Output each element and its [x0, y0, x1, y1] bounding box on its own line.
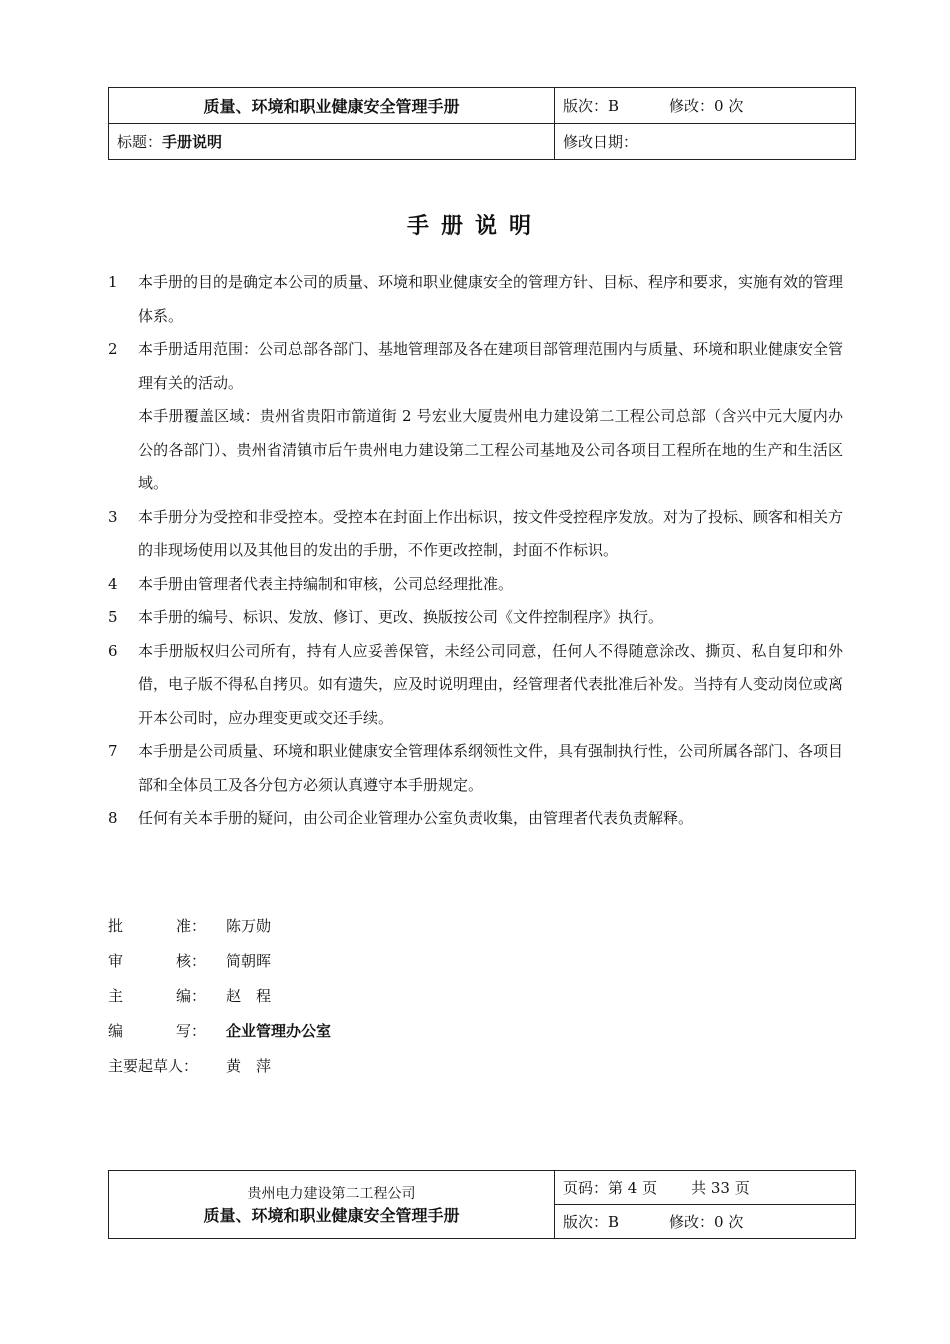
manual-title: 质量、环境和职业健康安全管理手册	[109, 88, 555, 124]
version-label: 版次：B	[563, 97, 620, 115]
item-number: 6	[108, 641, 118, 660]
signature-label: 主要起草人：	[108, 1057, 199, 1075]
item-text: 本手册是公司质量、环境和职业健康安全管理体系纲领性文件，具有强制执行性，公司所属各部门、各项目部和全体员工及各分包方必须认真遵守本手册规定。	[138, 742, 844, 794]
page-number: 页码：第 4 页	[563, 1179, 658, 1197]
signature-label	[108, 979, 206, 1014]
list-item	[108, 635, 843, 736]
revision-label: 修改：0 次	[669, 97, 744, 115]
footer-manual-title: 质量、环境和职业健康安全管理手册	[203, 1205, 460, 1225]
signature-row-approve	[108, 909, 508, 944]
item-text: 本手册的目的是确定本公司的质量、环境和职业健康安全的管理方针、目标、程序和要求，实施有效的管理体系。	[138, 273, 844, 325]
item-number: 3	[108, 507, 118, 526]
signature-value: 黄 萍	[226, 1057, 272, 1075]
label-char: 审	[108, 952, 124, 970]
version-revision-cell	[555, 88, 856, 124]
footer-version: 版次：B	[563, 1213, 620, 1231]
label-char: 批	[108, 917, 124, 935]
label-char: 主	[108, 987, 124, 1005]
signature-row-drafter	[108, 1049, 508, 1084]
list-item	[108, 735, 843, 802]
item-number: 5	[108, 608, 118, 626]
signature-label	[108, 1014, 206, 1049]
page-title: 手册说明	[406, 214, 543, 239]
list-item	[108, 333, 843, 501]
signature-label	[108, 909, 206, 944]
item-number: 4	[108, 574, 118, 593]
signature-block	[108, 909, 508, 1084]
signature-value: 简朝晖	[226, 952, 272, 970]
signature-row-review	[108, 944, 508, 979]
signature-label	[108, 944, 206, 979]
list-item	[108, 266, 843, 333]
item-text: 本手册版权归公司所有，持有人应妥善保管，未经公司同意，任何人不得随意涂改、撕页、私自复印和外借，电子版不得私自拷贝。如有遗失，应及时说明理由，经管理者代表批准后补发。当持有人变动岗位或离开本公司时，应办理变更或交还手续。	[138, 641, 844, 727]
item-number: 7	[108, 742, 118, 760]
list-item	[108, 501, 843, 568]
signature-row-editor	[108, 979, 508, 1014]
footer-revision: 修改：0 次	[669, 1213, 744, 1231]
item-text: 任何有关本手册的疑问，由公司企业管理办公室负责收集，由管理者代表负责解释。	[138, 809, 694, 827]
list-item	[108, 568, 843, 602]
item-text: 本手册由管理者代表主持编制和审核，公司总经理批准。	[138, 574, 514, 593]
item-text: 本手册分为受控和非受控本。受控本在封面上作出标识，按文件受控程序发放。对为了投标、顾客和相关方的非现场使用以及其他目的发出的手册，不作更改控制，封面不作标识。	[138, 507, 844, 559]
label-char: 核：	[176, 952, 207, 970]
footer-title-cell	[109, 1171, 555, 1239]
item-number: 2	[108, 340, 118, 358]
page-number-cell	[555, 1171, 856, 1205]
subject-value: 手册说明	[162, 133, 223, 151]
item-number: 8	[108, 809, 118, 827]
subject-cell	[109, 124, 555, 160]
signature-row-writer	[108, 1014, 508, 1049]
signature-value: 赵 程	[226, 987, 272, 1005]
list-item	[108, 601, 843, 635]
item-text: 本手册覆盖区域：贵州省贵阳市箭道街 2 号宏业大厦贵州电力建设第二工程公司总部（含兴中元大厦内办公的各部门）、贵州省清镇市后午贵州电力建设第二工程公司基地及公司各项目工程所在地的生产和生活区域。	[138, 407, 843, 492]
list-item	[108, 802, 843, 836]
footer-version-cell	[555, 1205, 856, 1239]
revision-date-label: 修改日期：	[555, 124, 856, 160]
signature-value: 企业管理办公室	[226, 1022, 332, 1040]
signature-value: 陈万勋	[226, 917, 272, 935]
item-text: 本手册的编号、标识、发放、修订、更改、换版按公司《文件控制程序》执行。	[138, 608, 664, 626]
label-char: 写：	[176, 1022, 207, 1040]
document-header-table	[108, 87, 856, 160]
item-number: 1	[108, 273, 118, 291]
document-footer-table	[108, 1170, 856, 1239]
subject-label: 标题：	[117, 133, 163, 151]
label-char: 编：	[176, 987, 207, 1005]
item-text: 本手册适用范围：公司总部各部门、基地管理部及各在建项目部管理范围内与质量、环境和职业健康安全管理有关的活动。	[138, 340, 844, 392]
label-char: 编	[108, 1022, 124, 1040]
instruction-list	[108, 266, 843, 836]
label-char: 准：	[176, 917, 207, 935]
company-name: 贵州电力建设第二工程公司	[247, 1185, 416, 1202]
page-total: 共 33 页	[691, 1179, 750, 1197]
